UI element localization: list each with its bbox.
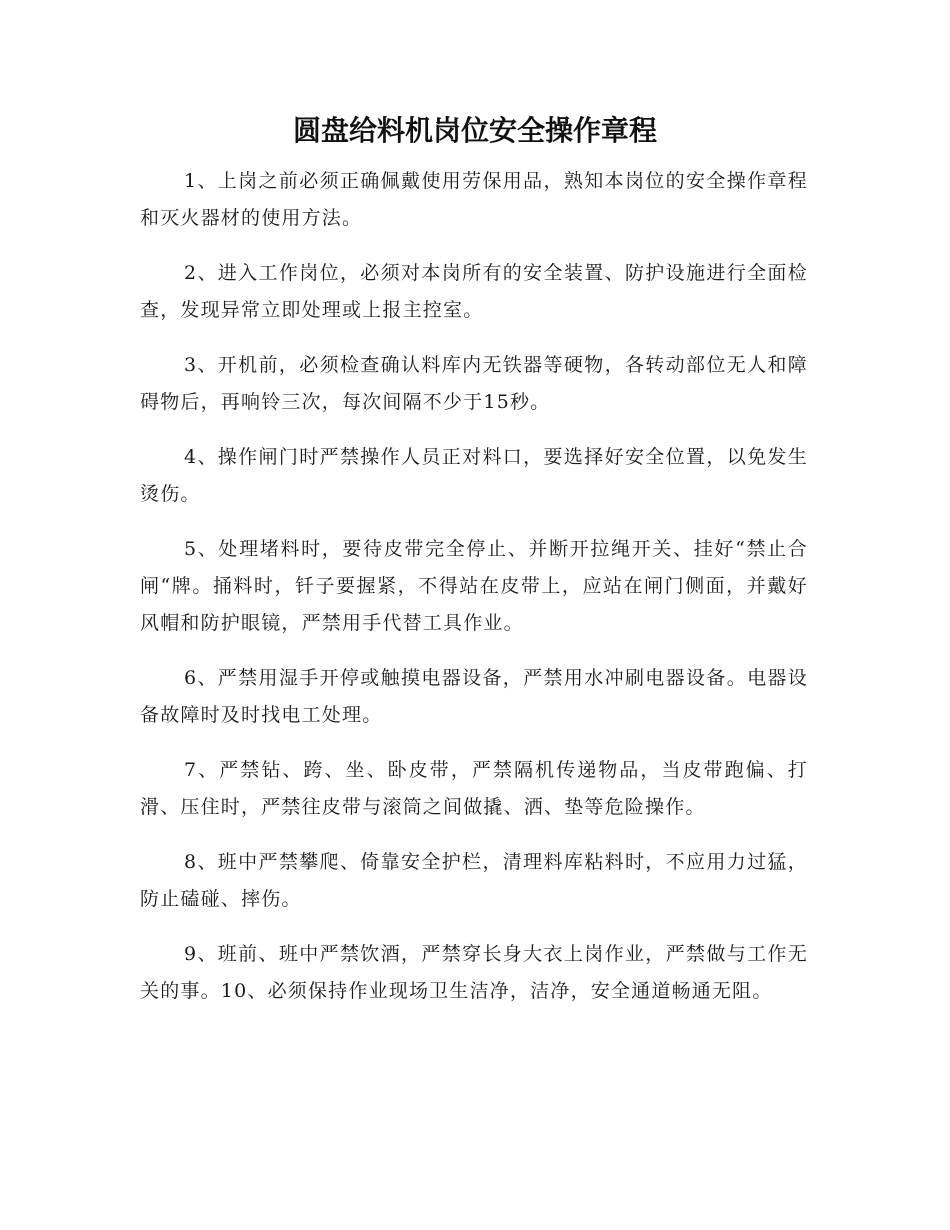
paragraph-1: 1、上岗之前必须正确佩戴使用劳保用品，熟知本岗位的安全操作章程和灭火器材的使用方法。 [140, 170, 808, 229]
paragraph-9: 9、班前、班中严禁饮酒，严禁穿长身大衣上岗作业，严禁做与工作无关的事。10、必须保持作业现场卫生洁净，洁净，安全通道畅通无阻。 [140, 943, 808, 1002]
document-title: 圆盘给料机岗位安全操作章程 [292, 114, 657, 147]
paragraph-6: 6、严禁用湿手开停或触摸电器设备，严禁用水冲刷电器设备。电器设备故障时及时找电工处理。 [140, 667, 808, 726]
paragraph-8: 8、班中严禁攀爬、倚靠安全护栏，清理料库粘料时，不应用力过猛，防止磕碰、摔伤。 [140, 851, 808, 910]
paragraph-3: 3、开机前，必须检查确认料库内无铁器等硬物，各转动部位无人和障碍物后，再响铃三次，每次间隔不少于15秒。 [140, 354, 808, 413]
document-body [140, 163, 808, 1028]
paragraph-5: 5、处理堵料时，要待皮带完全停止、并断开拉绳开关、挂好“禁止合闸“牌。捅料时，钎子要握紧，不得站在皮带上，应站在闸门侧面，并戴好风帽和防护眼镜，严禁用手代替工具作业。 [140, 538, 808, 634]
paragraph-4: 4、操作闸门时严禁操作人员正对料口，要选择好安全位置，以免发生烫伤。 [140, 446, 808, 505]
paragraph-2: 2、进入工作岗位，必须对本岗所有的安全装置、防护设施进行全面检查，发现异常立即处理或上报主控室。 [140, 262, 808, 321]
paragraph-7: 7、严禁钻、跨、坐、卧皮带，严禁隔机传递物品，当皮带跑偏、打滑、压住时，严禁往皮带与滚筒之间做撬、洒、垫等危险操作。 [140, 759, 808, 818]
